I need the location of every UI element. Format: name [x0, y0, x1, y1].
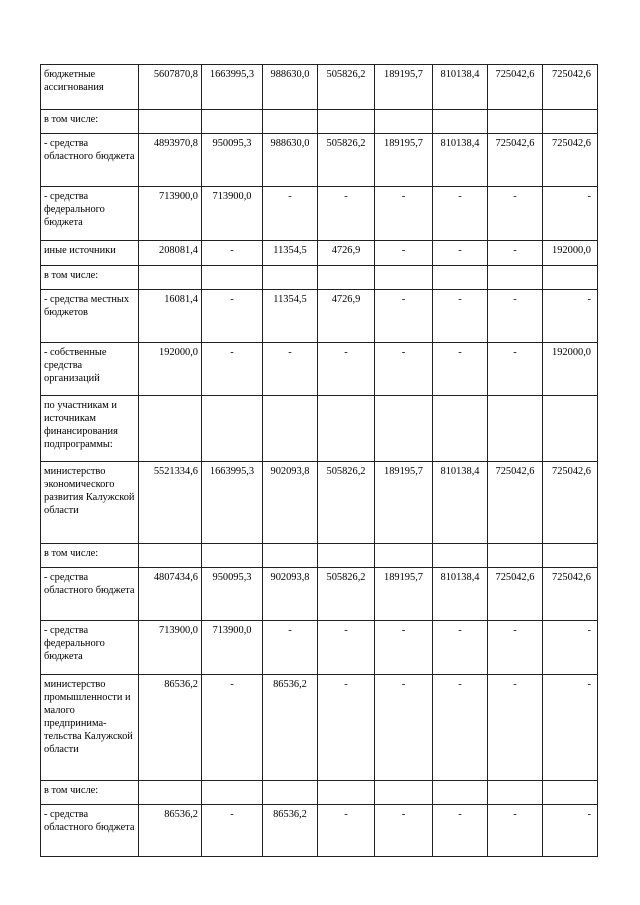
table-row: [41, 544, 598, 568]
value-cell: 11354,5: [263, 290, 318, 343]
row-label: - средства областного бюджета: [41, 134, 139, 187]
value-cell: [433, 266, 488, 290]
value-cell: [375, 110, 433, 134]
value-cell: 725042,6: [543, 65, 598, 110]
value-cell: 902093,8: [263, 568, 318, 621]
value-cell: 505826,2: [318, 462, 375, 544]
value-cell: [433, 396, 488, 462]
value-cell: 950095,3: [202, 568, 263, 621]
row-label: иные источники: [41, 241, 139, 266]
value-cell: 86536,2: [139, 675, 202, 781]
table-row: [41, 134, 598, 187]
value-cell: [375, 396, 433, 462]
row-label: в том числе:: [41, 544, 139, 568]
value-cell: -: [488, 621, 543, 675]
value-cell: -: [543, 675, 598, 781]
value-cell: 713900,0: [202, 621, 263, 675]
row-label: министерство экономического развития Калужской области: [41, 462, 139, 544]
table-row: [41, 110, 598, 134]
value-cell: [202, 544, 263, 568]
value-cell: [202, 781, 263, 805]
row-label: в том числе:: [41, 781, 139, 805]
table-row: [41, 65, 598, 110]
value-cell: 192000,0: [543, 343, 598, 396]
value-cell: 505826,2: [318, 65, 375, 110]
value-cell: [263, 544, 318, 568]
value-cell: [375, 544, 433, 568]
value-cell: -: [488, 675, 543, 781]
value-cell: 11354,5: [263, 241, 318, 266]
value-cell: [139, 544, 202, 568]
value-cell: -: [318, 805, 375, 857]
value-cell: -: [375, 805, 433, 857]
value-cell: [543, 544, 598, 568]
value-cell: [433, 110, 488, 134]
value-cell: 988630,0: [263, 65, 318, 110]
value-cell: -: [375, 187, 433, 241]
row-label: по участникам и источникам финансирования подпрограммы:: [41, 396, 139, 462]
value-cell: 189195,7: [375, 65, 433, 110]
value-cell: [263, 781, 318, 805]
value-cell: [263, 266, 318, 290]
value-cell: 86536,2: [263, 805, 318, 857]
value-cell: [263, 396, 318, 462]
value-cell: -: [202, 343, 263, 396]
value-cell: -: [375, 621, 433, 675]
value-cell: [139, 396, 202, 462]
value-cell: 725042,6: [488, 568, 543, 621]
value-cell: [318, 396, 375, 462]
value-cell: 725042,6: [543, 134, 598, 187]
value-cell: 16081,4: [139, 290, 202, 343]
value-cell: 1663995,3: [202, 65, 263, 110]
value-cell: 1663995,3: [202, 462, 263, 544]
value-cell: -: [433, 187, 488, 241]
value-cell: [139, 110, 202, 134]
row-label: - средства областного бюджета: [41, 568, 139, 621]
value-cell: -: [202, 675, 263, 781]
value-cell: -: [375, 343, 433, 396]
value-cell: -: [202, 805, 263, 857]
value-cell: -: [488, 343, 543, 396]
value-cell: 810138,4: [433, 568, 488, 621]
value-cell: 725042,6: [488, 134, 543, 187]
value-cell: -: [543, 805, 598, 857]
value-cell: [488, 396, 543, 462]
value-cell: -: [488, 241, 543, 266]
value-cell: 189195,7: [375, 568, 433, 621]
value-cell: [202, 266, 263, 290]
value-cell: 725042,6: [488, 65, 543, 110]
table-row: [41, 187, 598, 241]
value-cell: 86536,2: [139, 805, 202, 857]
value-cell: -: [318, 675, 375, 781]
value-cell: 988630,0: [263, 134, 318, 187]
budget-table-body: [41, 65, 598, 857]
value-cell: -: [433, 343, 488, 396]
value-cell: 192000,0: [543, 241, 598, 266]
value-cell: -: [488, 187, 543, 241]
row-label: - собственные средства организаций: [41, 343, 139, 396]
value-cell: -: [543, 187, 598, 241]
value-cell: [318, 544, 375, 568]
value-cell: 5607870,8: [139, 65, 202, 110]
value-cell: [488, 781, 543, 805]
value-cell: 4726,9: [318, 290, 375, 343]
table-row: [41, 781, 598, 805]
value-cell: -: [543, 290, 598, 343]
value-cell: -: [318, 621, 375, 675]
value-cell: -: [375, 290, 433, 343]
value-cell: -: [433, 675, 488, 781]
table-row: [41, 675, 598, 781]
value-cell: [488, 266, 543, 290]
value-cell: 505826,2: [318, 134, 375, 187]
value-cell: -: [375, 675, 433, 781]
row-label: - средства федерального бюджета: [41, 621, 139, 675]
table-row: [41, 568, 598, 621]
value-cell: [375, 781, 433, 805]
value-cell: [488, 110, 543, 134]
table-row: [41, 805, 598, 857]
value-cell: 4893970,8: [139, 134, 202, 187]
value-cell: [543, 110, 598, 134]
value-cell: 713900,0: [139, 187, 202, 241]
row-label: в том числе:: [41, 110, 139, 134]
table-row: [41, 621, 598, 675]
value-cell: 725042,6: [543, 462, 598, 544]
value-cell: [375, 266, 433, 290]
value-cell: 86536,2: [263, 675, 318, 781]
value-cell: -: [263, 187, 318, 241]
value-cell: [139, 266, 202, 290]
value-cell: [433, 781, 488, 805]
table-row: [41, 241, 598, 266]
value-cell: -: [375, 241, 433, 266]
value-cell: -: [543, 621, 598, 675]
row-label: министерство промышленности и малого предпринима-тельства Калужской области: [41, 675, 139, 781]
row-label: - средства местных бюджетов: [41, 290, 139, 343]
value-cell: -: [433, 241, 488, 266]
value-cell: -: [433, 290, 488, 343]
value-cell: [318, 266, 375, 290]
table-row: [41, 343, 598, 396]
value-cell: 810138,4: [433, 462, 488, 544]
value-cell: [263, 110, 318, 134]
value-cell: [543, 266, 598, 290]
value-cell: [433, 544, 488, 568]
table-row: [41, 266, 598, 290]
value-cell: 902093,8: [263, 462, 318, 544]
value-cell: 4726,9: [318, 241, 375, 266]
value-cell: 189195,7: [375, 134, 433, 187]
value-cell: 810138,4: [433, 134, 488, 187]
value-cell: [318, 781, 375, 805]
value-cell: 208081,4: [139, 241, 202, 266]
value-cell: 713900,0: [139, 621, 202, 675]
value-cell: 725042,6: [543, 568, 598, 621]
value-cell: 192000,0: [139, 343, 202, 396]
value-cell: -: [318, 343, 375, 396]
value-cell: 713900,0: [202, 187, 263, 241]
value-cell: [202, 110, 263, 134]
table-row: [41, 396, 598, 462]
value-cell: -: [433, 621, 488, 675]
value-cell: [318, 110, 375, 134]
table-row: [41, 462, 598, 544]
value-cell: -: [488, 290, 543, 343]
value-cell: -: [433, 805, 488, 857]
value-cell: 4807434,6: [139, 568, 202, 621]
value-cell: [543, 781, 598, 805]
budget-table: [40, 64, 598, 857]
row-label: бюджетные ассигнования: [41, 65, 139, 110]
value-cell: 810138,4: [433, 65, 488, 110]
value-cell: -: [202, 290, 263, 343]
value-cell: 725042,6: [488, 462, 543, 544]
value-cell: -: [318, 187, 375, 241]
value-cell: [488, 544, 543, 568]
value-cell: -: [263, 621, 318, 675]
value-cell: 950095,3: [202, 134, 263, 187]
value-cell: -: [263, 343, 318, 396]
value-cell: 189195,7: [375, 462, 433, 544]
value-cell: [202, 396, 263, 462]
value-cell: -: [202, 241, 263, 266]
row-label: - средства областного бюджета: [41, 805, 139, 857]
value-cell: 505826,2: [318, 568, 375, 621]
row-label: - средства федерального бюджета: [41, 187, 139, 241]
value-cell: 5521334,6: [139, 462, 202, 544]
row-label: в том числе:: [41, 266, 139, 290]
table-row: [41, 290, 598, 343]
value-cell: [139, 781, 202, 805]
value-cell: -: [488, 805, 543, 857]
value-cell: [543, 396, 598, 462]
